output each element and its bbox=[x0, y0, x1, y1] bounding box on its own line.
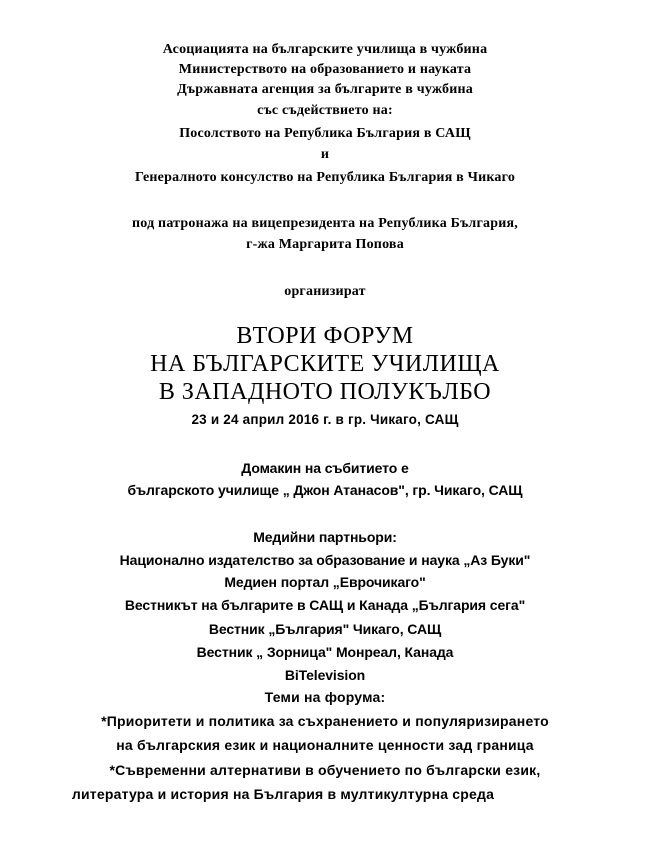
assistance-label: със съдействието на: bbox=[257, 103, 393, 118]
topic-2-line-1: *Съвременни алтернативи в обучението по български език, bbox=[109, 762, 541, 778]
topic-2-line-2: литература и история на България в мултикултурна среда bbox=[71, 786, 495, 802]
embassy-line: Посолството на Република България в САЩ bbox=[179, 126, 471, 141]
organizer-ministry: Министерството на образованието и науката bbox=[178, 62, 472, 77]
forum-title-line-1: ВТОРИ ФОРУМ bbox=[236, 323, 414, 349]
consulate-line: Генералното консулство на Република България в Чикаго bbox=[134, 170, 516, 185]
forum-date-location: 23 и 24 април 2016 г. в гр. Чикаго, САЩ bbox=[191, 412, 459, 427]
host-line-1: Домакин на събитието е bbox=[241, 460, 409, 476]
patronage-line-2: г-жа Маргарита Попова bbox=[246, 237, 404, 252]
forum-title-line-2: НА БЪЛГАРСКИТЕ УЧИЛИЩА bbox=[150, 351, 500, 377]
media-partner-item: BiTelevision bbox=[284, 667, 366, 683]
conjunction-and: и bbox=[320, 147, 330, 162]
forum-title-line-3: В ЗАПАДНОТО ПОЛУКЪЛБО bbox=[158, 379, 492, 405]
media-partner-item: Вестник „ Зорница" Монреал, Канада bbox=[196, 644, 454, 660]
media-partner-item: Медиен портал „Еврочикаго" bbox=[224, 574, 426, 590]
organize-label: организират bbox=[284, 284, 366, 299]
topics-heading: Теми на форума: bbox=[264, 689, 386, 705]
organizer-association: Асоциацията на българските училища в чужбина bbox=[162, 42, 488, 57]
patronage-line-1: под патронажа на вицепрезидента на Република България, bbox=[132, 216, 518, 231]
media-partner-item: Вестник „България" Чикаго, САЩ bbox=[208, 621, 442, 637]
topic-1-line-1: *Приоритети и политика за съхранението и популяризирането bbox=[101, 713, 549, 729]
media-partner-item: Вестникът на българите в САЩ и Канада „България сега" bbox=[124, 597, 526, 613]
media-partner-item: Национално издателство за образование и наука „Аз Буки" bbox=[119, 552, 531, 568]
topic-1-line-2: на българския език и националните ценности зад граница bbox=[116, 737, 534, 753]
media-partners-heading: Медийни партньори: bbox=[253, 529, 397, 545]
organizer-agency: Държавната агенция за българите в чужбина bbox=[177, 82, 473, 97]
host-line-2: българското училище „ Джон Атанасов", гр. Чикаго, САЩ bbox=[127, 482, 523, 498]
